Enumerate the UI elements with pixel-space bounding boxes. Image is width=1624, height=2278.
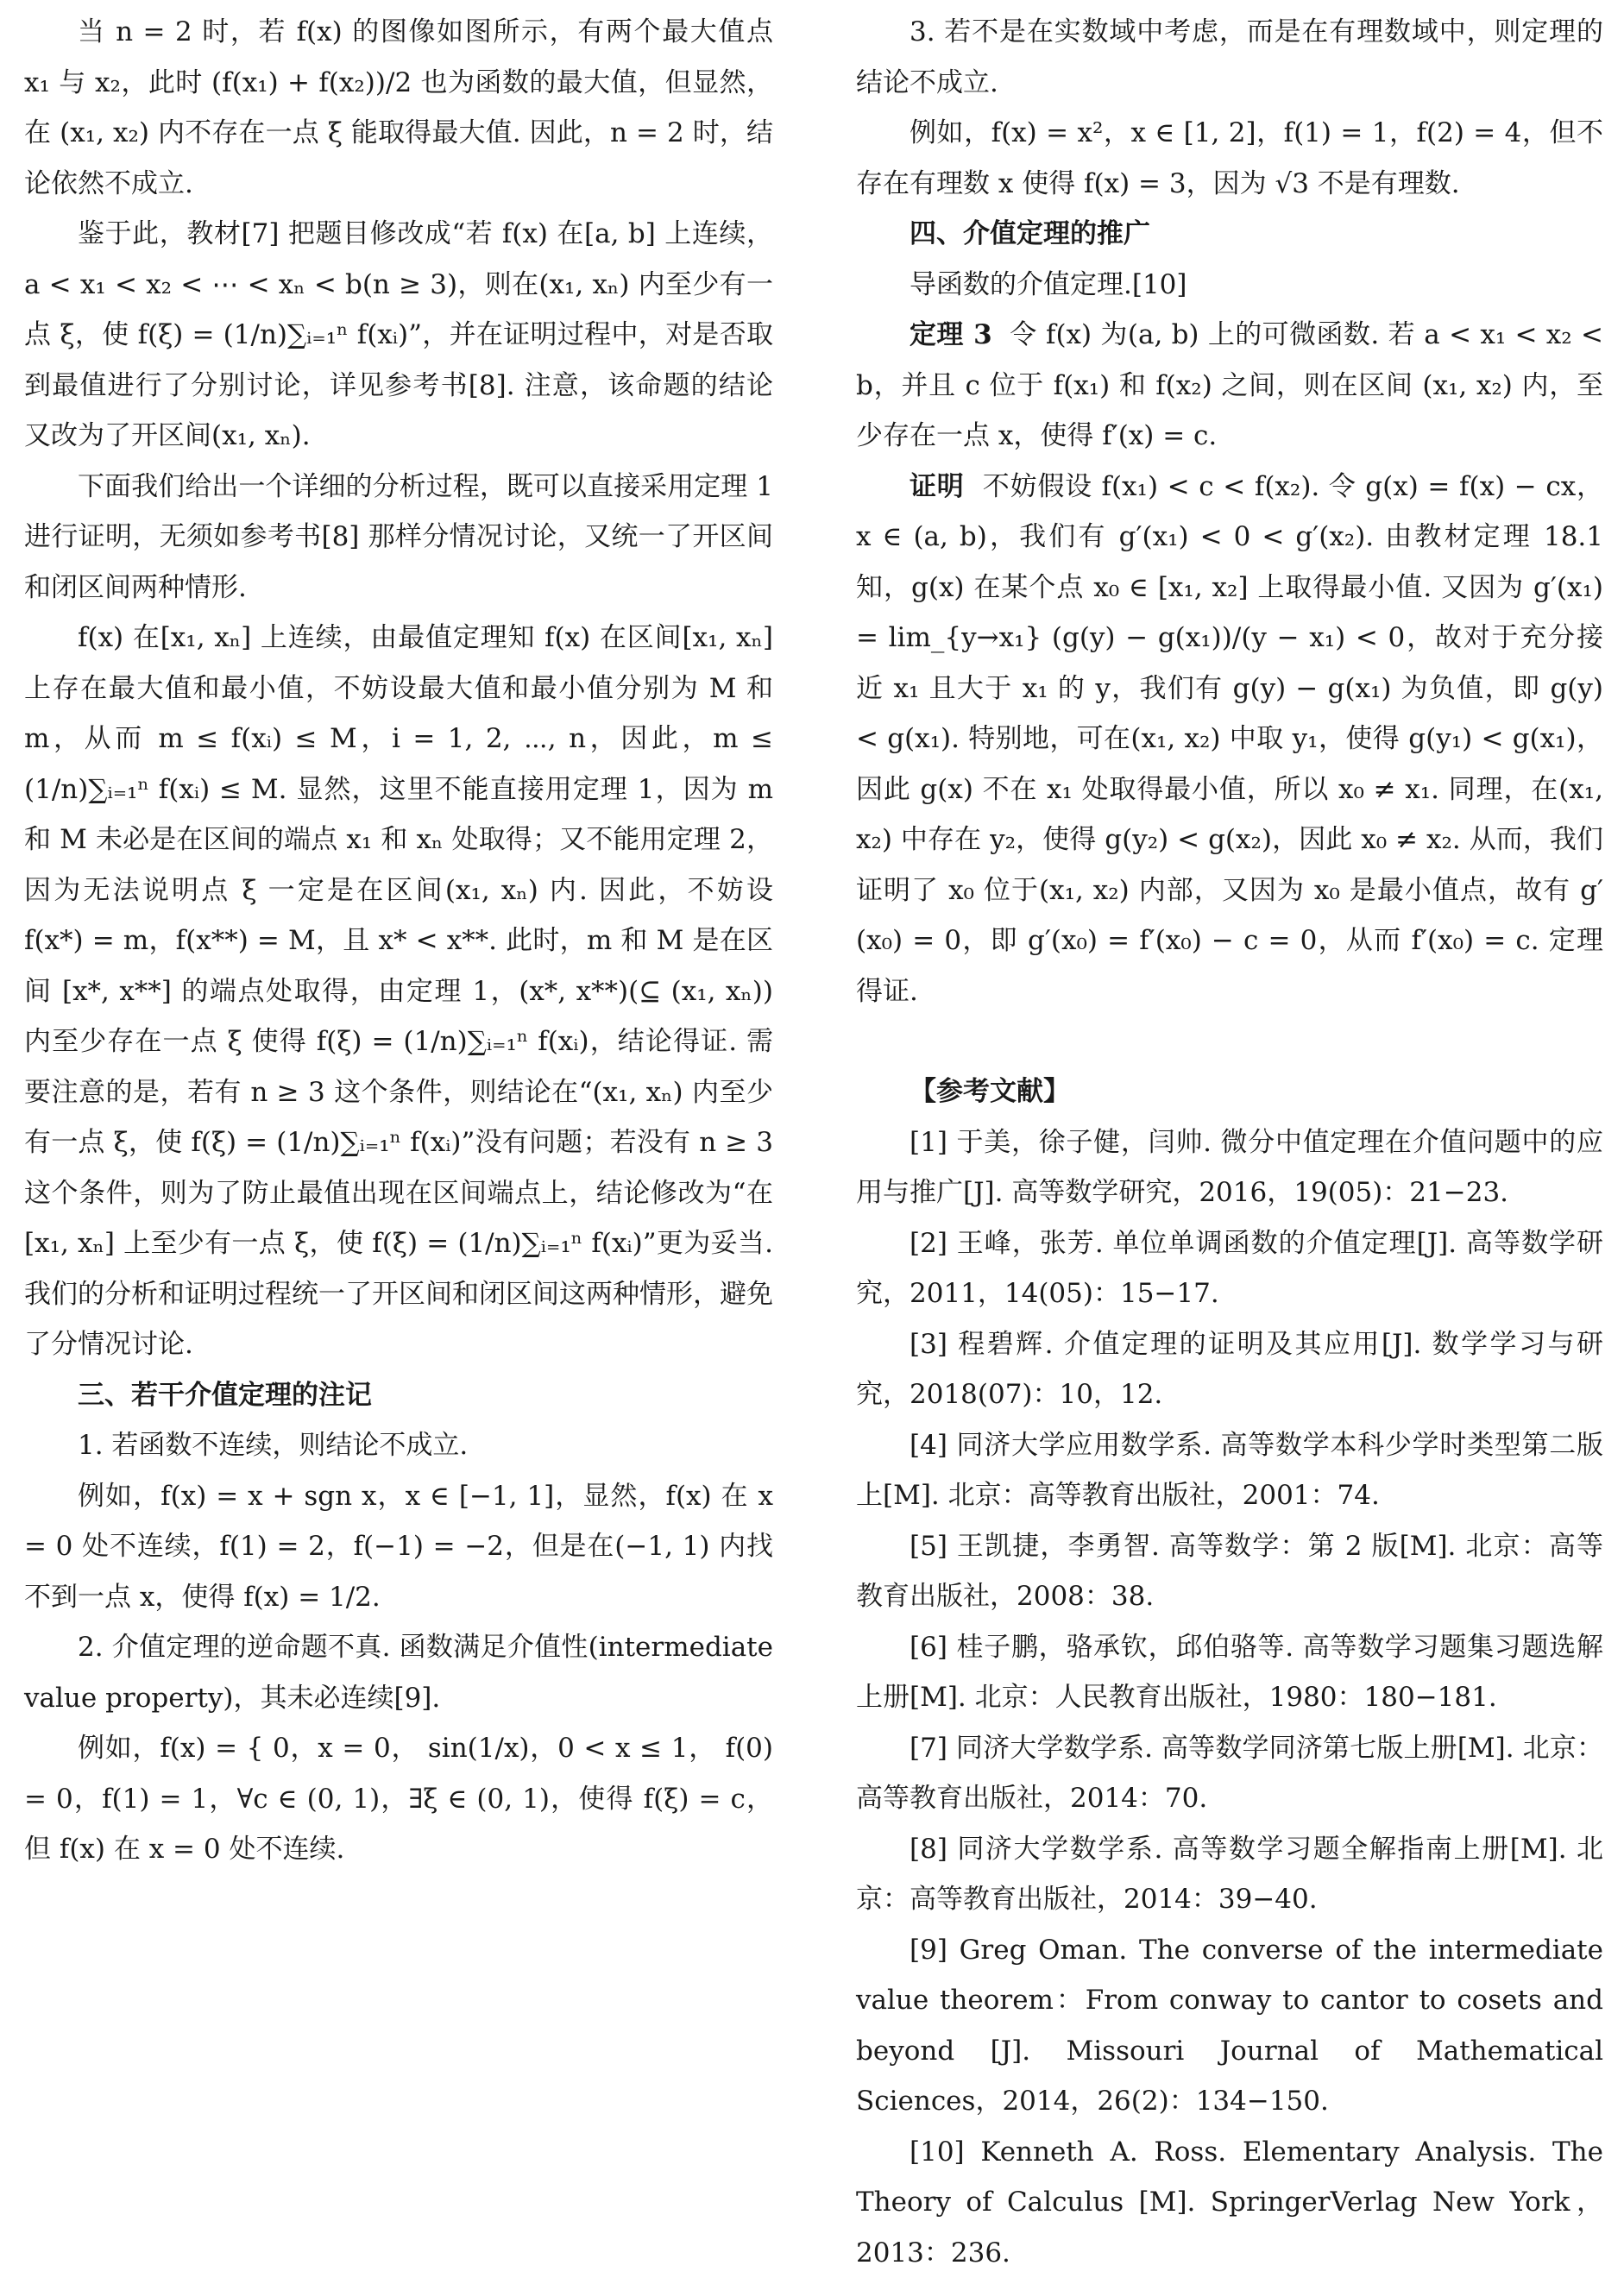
reference-item: [4] 同济大学应用数学系. 高等数学本科少学时类型第二版上[M]. 北京：高等教育出版社，2001：74. (856, 1420, 1603, 1521)
reference-item: [2] 王峰，张芳. 单位单调函数的介值定理[J]. 高等数学研究，2011，14(05)：15−17. (856, 1218, 1603, 1319)
reference-item: [8] 同济大学数学系. 高等数学习题全解指南上册[M]. 北京：高等教育出版社，2014：39−40. (856, 1824, 1603, 1925)
proof-label: 证明 (910, 471, 965, 502)
reference-item: [9] Greg Oman. The converse of the intermediate value theorem：From conway to cantor to cosets and beyond [J]. Missouri Journal of Mathematical Sciences，2014，26(2)：134−150. (856, 1925, 1603, 2127)
paragraph-n2-case: 当 n = 2 时，若 f(x) 的图像如图所示，有两个最大值点 x₁ 与 x₂，此时 (f(x₁) + f(x₂))/2 也为函数的最大值，但显然，在 (x₁, x₂) 内不存在一点 ξ 能取得最大值. 因此，n = 2 时，结论依然不成立. (24, 7, 773, 209)
reference-item: [10] Kenneth A. Ross. Elementary Analysis. The Theory of Calculus [M]. SpringerVerlag New York，2013：236. (856, 2127, 1603, 2278)
reference-item: [6] 桂子鹏，骆承钦，邱伯骆等. 高等数学习题集习题选解上册[M]. 北京：人民教育出版社，1980：180−181. (856, 1622, 1603, 1723)
note-2-example: 例如，f(x) = { 0，x = 0， sin(1/x)，0 < x ≤ 1， f(0) = 0，f(1) = 1，∀c ∈ (0, 1)，∃ξ ∈ (0, 1)，使得 f(ξ) = c，但 f(x) 在 x = 0 处不连续. (24, 1723, 773, 1875)
paragraph-textbook-revision: 鉴于此，教材[7] 把题目修改成“若 f(x) 在[a, b] 上连续，a < x₁ < x₂ < ⋯ < xₙ < b(n ≥ 3)，则在(x₁, xₙ) 内至少有一点 ξ，使 f(ξ) = (1/n)∑ᵢ₌₁ⁿ f(xᵢ)”，并在证明过程中，对是否取到最值进行了分别讨论，详见参考书[8]. 注意，该命题的结论又改为了开区间(x₁, xₙ). (24, 209, 773, 462)
left-column (24, 7, 773, 1875)
section-4-intro: 导函数的介值定理.[10] (856, 260, 1603, 311)
right-column (856, 7, 1603, 2278)
proof (856, 462, 1603, 1017)
reference-item: [3] 程碧辉. 介值定理的证明及其应用[J]. 数学学习与研究，2018(07)：10，12. (856, 1319, 1603, 1420)
section-heading-notes: 三、若干介值定理的注记 (24, 1370, 773, 1421)
paragraph-analysis-intro: 下面我们给出一个详细的分析过程，既可以直接采用定理 1 进行证明，无须如参考书[8] 那样分情况讨论，又统一了开区间和闭区间两种情形. (24, 462, 773, 614)
references-heading: 【参考文献】 (856, 1067, 1603, 1117)
theorem-3-label: 定理 3 (910, 319, 992, 350)
theorem-3 (856, 310, 1603, 462)
section-heading-generalization: 四、介值定理的推广 (856, 209, 1603, 260)
proof-text: 不妨假设 f(x₁) < c < f(x₂). 令 g(x) = f(x) − cx，x ∈ (a, b)，我们有 g′(x₁) < 0 < g′(x₂). 由教材定理 18.1 知，g(x) 在某个点 x₀ ∈ [x₁, x₂] 上取得最小值. 又因为 g′(x₁) = lim_{y→x₁} (g(y) − g(x₁))/(y − x₁) < 0，故对于充分接近 x₁ 且大于 x₁ 的 y，我们有 g(y) − g(x₁) 为负值，即 g(y) < g(x₁). 特别地，可在(x₁, x₂) 中取 y₁，使得 g(y₁) < g(x₁)，因此 g(x) 不在 x₁ 处取得最小值，所以 x₀ ≠ x₁. 同理，在(x₁, x₂) 中存在 y₂，使得 g(y₂) < g(x₂)，因此 x₀ ≠ x₂. 从而，我们证明了 x₀ 位于(x₁, x₂) 内部，又因为 x₀ 是最小值点，故有 g′(x₀) = 0，即 g′(x₀) = f′(x₀) − c = 0，从而 f′(x₀) = c. 定理得证. (856, 471, 1603, 1007)
reference-item: [7] 同济大学数学系. 高等数学同济第七版上册[M]. 北京：高等教育出版社，2014：70. (856, 1723, 1603, 1824)
reference-item: [5] 王凯捷，李勇智. 高等数学：第 2 版[M]. 北京：高等教育出版社，2008：38. (856, 1521, 1603, 1622)
note-1-title: 1. 若函数不连续，则结论不成立. (24, 1420, 773, 1471)
paragraph-proof-analysis: f(x) 在[x₁, xₙ] 上连续，由最值定理知 f(x) 在区间[x₁, xₙ] 上存在最大值和最小值，不妨设最大值和最小值分别为 M 和 m，从而 m ≤ f(xᵢ) ≤ M，i = 1, 2, ⋯, n，因此，m ≤ (1/n)∑ᵢ₌₁ⁿ f(xᵢ) ≤ M. 显然，这里不能直接用定理 1，因为 m 和 M 未必是在区间的端点 x₁ 和 xₙ 处取得；又不能用定理 2，因为无法说明点 ξ 一定是在区间(x₁, xₙ) 内. 因此，不妨设 f(x*) = m，f(x**) = M，且 x* < x**. 此时，m 和 M 是在区间 [x*, x**] 的端点处取得，由定理 1，(x*, x**)(⊆ (x₁, xₙ)) 内至少存在一点 ξ 使得 f(ξ) = (1/n)∑ᵢ₌₁ⁿ f(xᵢ)，结论得证. 需要注意的是，若有 n ≥ 3 这个条件，则结论在“(x₁, xₙ) 内至少有一点 ξ，使 f(ξ) = (1/n)∑ᵢ₌₁ⁿ f(xᵢ)”没有问题；若没有 n ≥ 3 这个条件，则为了防止最值出现在区间端点上，结论修改为“在[x₁, xₙ] 上至少有一点 ξ，使 f(ξ) = (1/n)∑ᵢ₌₁ⁿ f(xᵢ)”更为妥当. 我们的分析和证明过程统一了开区间和闭区间这两种情形，避免了分情况讨论. (24, 613, 773, 1370)
theorem-3-text: 令 f(x) 为(a, b) 上的可微函数. 若 a < x₁ < x₂ < b，并且 c 位于 f(x₁) 和 f(x₂) 之间，则在区间 (x₁, x₂) 内，至少存在一点 x，使得 f′(x) = c. (856, 319, 1603, 451)
note-1-example: 例如，f(x) = x + sgn x，x ∈ [−1, 1]，显然，f(x) 在 x = 0 处不连续，f(1) = 2，f(−1) = −2，但是在(−1, 1) 内找不到一点 x，使得 f(x) = 1/2. (24, 1471, 773, 1623)
note-3-example: 例如，f(x) = x²，x ∈ [1, 2]，f(1) = 1，f(2) = 4，但不存在有理数 x 使得 f(x) = 3，因为 √3 不是有理数. (856, 108, 1603, 209)
note-3-title: 3. 若不是在实数域中考虑，而是在有理数域中，则定理的结论不成立. (856, 7, 1603, 108)
note-2-title: 2. 介值定理的逆命题不真. 函数满足介值性(intermediate value property)，其未必连续[9]. (24, 1622, 773, 1723)
reference-item: [1] 于美，徐子健，闫帅. 微分中值定理在介值问题中的应用与推广[J]. 高等数学研究，2016，19(05)：21−23. (856, 1117, 1603, 1218)
